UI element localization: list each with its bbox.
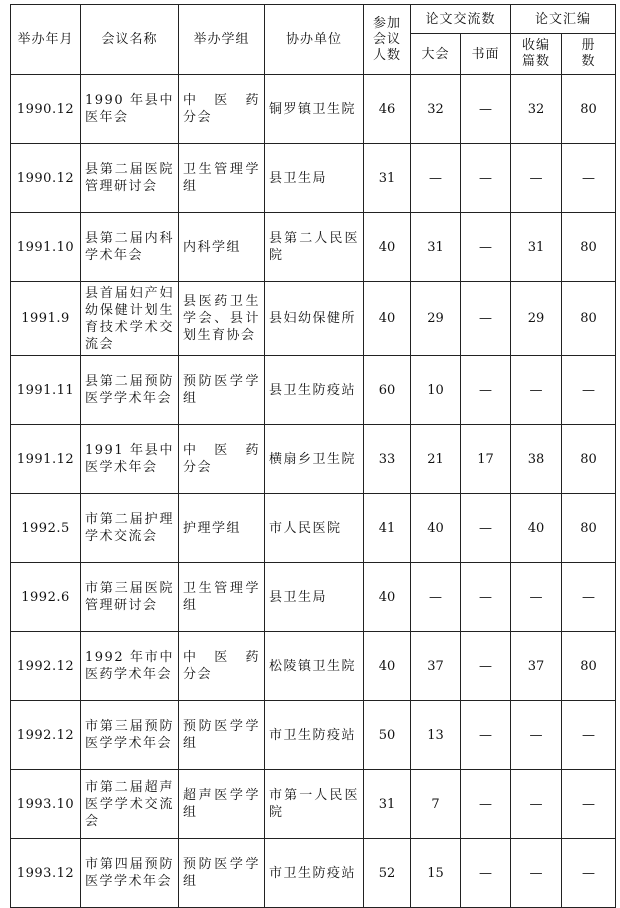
date-cell: 1991.10	[11, 213, 81, 282]
organizer-cell: 中 医 药分会	[179, 632, 265, 701]
collected-papers-cell: 32	[511, 75, 562, 144]
date-cell: 1992.12	[11, 632, 81, 701]
written-papers-cell: —	[461, 356, 511, 425]
collected-papers-cell: —	[511, 839, 562, 908]
written-papers-cell: —	[461, 563, 511, 632]
table-row	[11, 282, 616, 356]
header-org: 举办学组	[179, 5, 265, 75]
collected-papers-cell: 40	[511, 494, 562, 563]
table-row	[11, 75, 616, 144]
organizer-cell: 卫生管理学组	[179, 144, 265, 213]
meeting-name-cell: 市第二届超声医学学术交流会	[81, 770, 179, 839]
header-date: 举办年月	[11, 5, 81, 75]
conference-papers-cell: 7	[411, 770, 461, 839]
meeting-name-cell: 县第二届医院管理研讨会	[81, 144, 179, 213]
meeting-name-cell: 市第二届护理学术交流会	[81, 494, 179, 563]
volumes-cell: —	[562, 563, 616, 632]
meeting-name-cell: 市第三届预防医学学术年会	[81, 701, 179, 770]
co-organizer-cell: 铜罗镇卫生院	[265, 75, 364, 144]
attendees-cell: 50	[364, 701, 411, 770]
co-organizer-cell: 县卫生防疫站	[265, 356, 364, 425]
written-papers-cell: —	[461, 213, 511, 282]
written-papers-cell: —	[461, 144, 511, 213]
written-papers-cell: —	[461, 839, 511, 908]
date-cell: 1992.12	[11, 701, 81, 770]
co-organizer-cell: 松陵镇卫生院	[265, 632, 364, 701]
header-name: 会议名称	[81, 5, 179, 75]
volumes-cell: —	[562, 356, 616, 425]
conference-papers-cell: 21	[411, 425, 461, 494]
written-papers-cell: —	[461, 494, 511, 563]
volumes-cell: 80	[562, 282, 616, 356]
volumes-cell: 80	[562, 425, 616, 494]
volumes-cell: 80	[562, 632, 616, 701]
co-organizer-cell: 县第二人民医院	[265, 213, 364, 282]
date-cell: 1990.12	[11, 144, 81, 213]
organizer-cell: 中 医 药分会	[179, 425, 265, 494]
meeting-name-cell: 1991 年县中医学术年会	[81, 425, 179, 494]
co-organizer-cell: 县妇幼保健所	[265, 282, 364, 356]
collected-papers-cell: 31	[511, 213, 562, 282]
co-organizer-cell: 市卫生防疫站	[265, 701, 364, 770]
attendees-cell: 31	[364, 770, 411, 839]
table-row	[11, 356, 616, 425]
volumes-cell: —	[562, 770, 616, 839]
co-organizer-cell: 市卫生防疫站	[265, 839, 364, 908]
header-compilation: 论文汇编	[511, 5, 616, 34]
volumes-cell: 80	[562, 75, 616, 144]
header-co: 协办单位	[265, 5, 364, 75]
meeting-name-cell: 1990 年县中医年会	[81, 75, 179, 144]
organizer-cell: 超声医学学组	[179, 770, 265, 839]
co-organizer-cell: 市人民医院	[265, 494, 364, 563]
organizer-cell: 预防医学学组	[179, 356, 265, 425]
conference-papers-cell: 37	[411, 632, 461, 701]
conference-papers-cell: 29	[411, 282, 461, 356]
date-cell: 1993.12	[11, 839, 81, 908]
date-cell: 1991.9	[11, 282, 81, 356]
conference-papers-cell: 32	[411, 75, 461, 144]
table-row	[11, 701, 616, 770]
meeting-name-cell: 市第三届医院管理研讨会	[81, 563, 179, 632]
volumes-cell: 80	[562, 213, 616, 282]
header-volumes: 册数	[562, 34, 616, 75]
conference-papers-cell: 13	[411, 701, 461, 770]
conference-papers-cell: 10	[411, 356, 461, 425]
collected-papers-cell: —	[511, 770, 562, 839]
attendees-cell: 60	[364, 356, 411, 425]
organizer-cell: 中 医 药分会	[179, 75, 265, 144]
header-attendees: 参加会议人数	[364, 5, 411, 75]
table-row	[11, 494, 616, 563]
co-organizer-cell: 县卫生局	[265, 144, 364, 213]
organizer-cell: 县医药卫生学会、县计划生育协会	[179, 282, 265, 356]
table-row	[11, 563, 616, 632]
attendees-cell: 40	[364, 282, 411, 356]
collected-papers-cell: 29	[511, 282, 562, 356]
collected-papers-cell: —	[511, 701, 562, 770]
written-papers-cell: —	[461, 632, 511, 701]
conference-table	[10, 4, 616, 908]
table-container	[10, 4, 615, 908]
collected-papers-cell: —	[511, 356, 562, 425]
header-conference: 大会	[411, 34, 461, 75]
collected-papers-cell: 37	[511, 632, 562, 701]
volumes-cell: 80	[562, 494, 616, 563]
table-body	[11, 75, 616, 908]
written-papers-cell: —	[461, 701, 511, 770]
date-cell: 1990.12	[11, 75, 81, 144]
table-row	[11, 425, 616, 494]
meeting-name-cell: 县第二届内科学术年会	[81, 213, 179, 282]
organizer-cell: 内科学组	[179, 213, 265, 282]
meeting-name-cell: 1992 年市中医药学术年会	[81, 632, 179, 701]
conference-papers-cell: —	[411, 144, 461, 213]
conference-papers-cell: 31	[411, 213, 461, 282]
table-row	[11, 839, 616, 908]
date-cell: 1993.10	[11, 770, 81, 839]
attendees-cell: 40	[364, 563, 411, 632]
volumes-cell: —	[562, 701, 616, 770]
attendees-cell: 46	[364, 75, 411, 144]
written-papers-cell: 17	[461, 425, 511, 494]
organizer-cell: 预防医学学组	[179, 839, 265, 908]
attendees-cell: 40	[364, 632, 411, 701]
table-header	[11, 5, 616, 75]
attendees-cell: 31	[364, 144, 411, 213]
date-cell: 1992.5	[11, 494, 81, 563]
date-cell: 1991.12	[11, 425, 81, 494]
organizer-cell: 卫生管理学组	[179, 563, 265, 632]
organizer-cell: 预防医学学组	[179, 701, 265, 770]
volumes-cell: —	[562, 839, 616, 908]
attendees-cell: 40	[364, 213, 411, 282]
date-cell: 1992.6	[11, 563, 81, 632]
conference-papers-cell: —	[411, 563, 461, 632]
conference-papers-cell: 15	[411, 839, 461, 908]
table-row	[11, 632, 616, 701]
conference-papers-cell: 40	[411, 494, 461, 563]
attendees-cell: 52	[364, 839, 411, 908]
header-written: 书面	[461, 34, 511, 75]
attendees-cell: 41	[364, 494, 411, 563]
co-organizer-cell: 市第一人民医院	[265, 770, 364, 839]
table-row	[11, 213, 616, 282]
meeting-name-cell: 县第二届预防医学学术年会	[81, 356, 179, 425]
date-cell: 1991.11	[11, 356, 81, 425]
written-papers-cell: —	[461, 282, 511, 356]
collected-papers-cell: 38	[511, 425, 562, 494]
header-collected: 收编篇数	[511, 34, 562, 75]
co-organizer-cell: 县卫生局	[265, 563, 364, 632]
table-row	[11, 770, 616, 839]
co-organizer-cell: 横扇乡卫生院	[265, 425, 364, 494]
meeting-name-cell: 市第四届预防医学学术年会	[81, 839, 179, 908]
collected-papers-cell: —	[511, 144, 562, 213]
collected-papers-cell: —	[511, 563, 562, 632]
written-papers-cell: —	[461, 770, 511, 839]
volumes-cell: —	[562, 144, 616, 213]
organizer-cell: 护理学组	[179, 494, 265, 563]
header-papers-exchange: 论文交流数	[411, 5, 511, 34]
table-row	[11, 144, 616, 213]
meeting-name-cell: 县首届妇产妇幼保健计划生育技术学术交流会	[81, 282, 179, 356]
attendees-cell: 33	[364, 425, 411, 494]
written-papers-cell: —	[461, 75, 511, 144]
